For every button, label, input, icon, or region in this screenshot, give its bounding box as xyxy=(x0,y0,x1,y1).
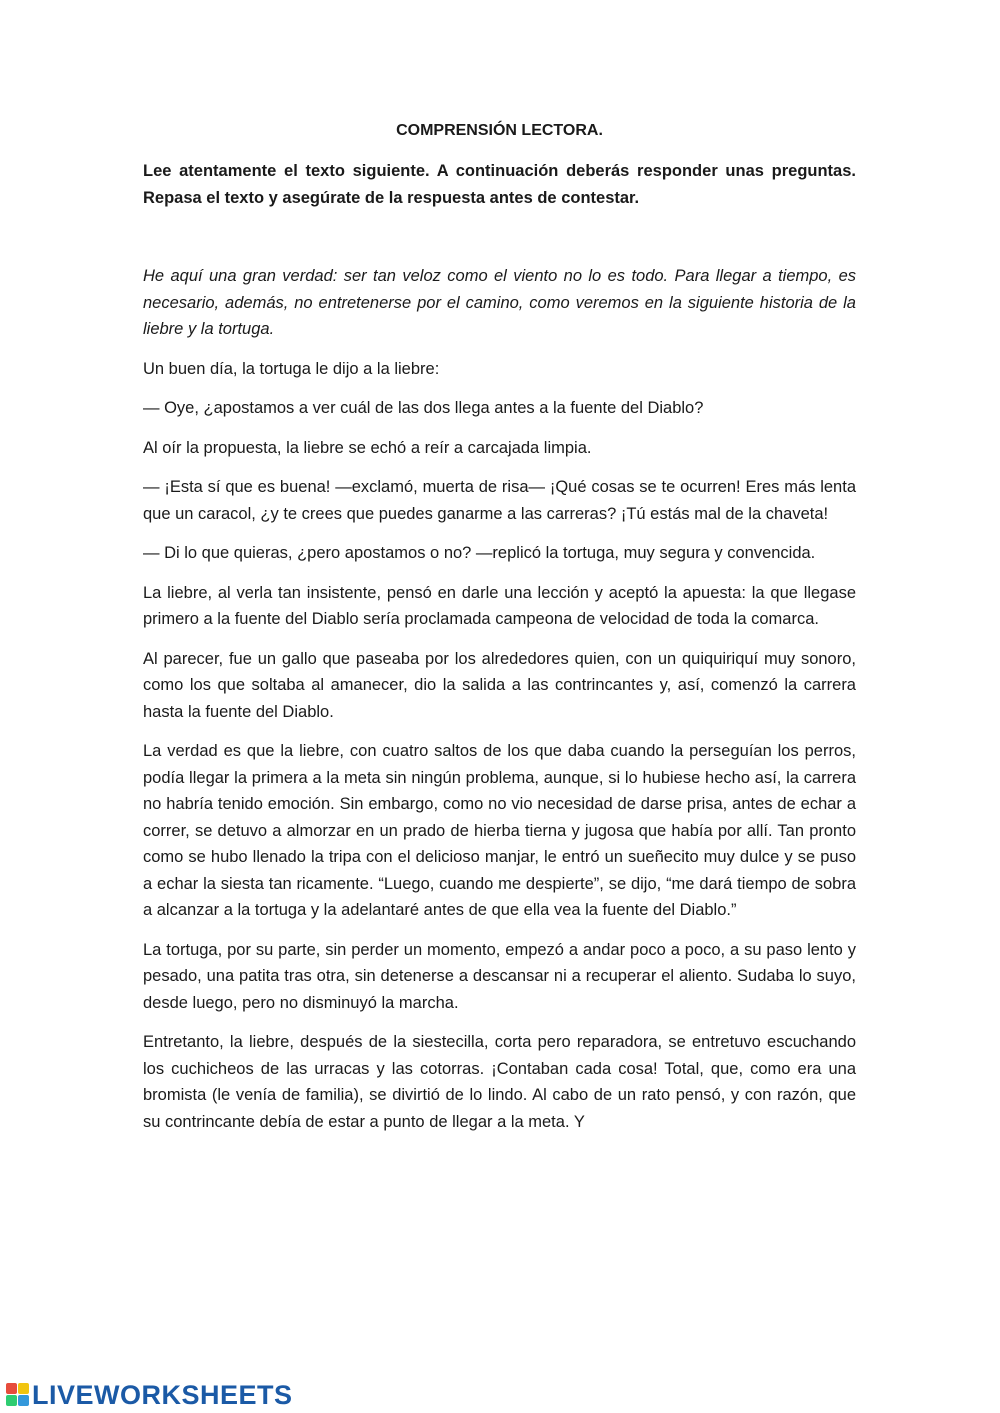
story-paragraph: Un buen día, la tortuga le dijo a la liebre: xyxy=(143,359,440,378)
liveworksheets-logo-icon xyxy=(6,1383,30,1407)
story-paragraph: La tortuga, por su parte, sin perder un momento, empezó a andar poco a poco, a su paso lento y pesado, una patita tras otra, sin detenerse a descansar ni a recuperar el aliento. Sudaba lo suyo, desde luego, pero no disminuyó la marcha. xyxy=(143,940,856,1012)
logo-text: LIVEWORKSHEETS xyxy=(32,1380,293,1410)
story-paragraph: Entretanto, la liebre, después de la siestecilla, corta pero reparadora, se entretuvo escuchando los cuchicheos de las urracas y las cotorras. ¡Contaban cada cosa! Total, que, como era una bromista (le venía de familia), se divirtió de lo lindo. Al cabo de un rato pensó, y con razón, que su contrincante debía de estar a punto de llegar a la meta. Y xyxy=(143,1033,856,1131)
story-paragraph: La verdad es que la liebre, con cuatro saltos de los que daba cuando la perseguían los perros, podía llegar la primera a la meta sin ningún problema, aunque, si lo hubiese hecho así, la carrera no habría tenido emoción. Sin embargo, como no vio necesidad de darse prisa, antes de echar a correr, se detuvo a almorzar en un prado de hierba tierna y jugosa que había por allí. Tan pronto como se hubo llenado la tripa con el delicioso manjar, le entró un sueñecito muy dulce y se puso a echar la siesta tan ricamente. “Luego, cuando me despierte”, se dijo, “me dará tiempo de sobra a alcanzar a la tortuga y la adelantaré antes de que ella vea la fuente del Diablo.” xyxy=(143,742,856,919)
story-paragraph: La liebre, al verla tan insistente, pensó en darle una lección y aceptó la apuesta: la que llegase primero a la fuente del Diablo sería proclamada campeona de velocidad de toda la comarca. xyxy=(143,583,856,628)
story-paragraph: Al oír la propuesta, la liebre se echó a reír a carcajada limpia. xyxy=(143,438,592,457)
story-text xyxy=(143,263,856,1148)
page-title: COMPRENSIÓN LECTORA. xyxy=(396,122,603,139)
instructions: Lee atentamente el texto siguiente. A continuación deberás responder unas preguntas. Repasa el texto y asegúrate de la respuesta antes de contestar. xyxy=(143,162,856,207)
story-paragraph: Al parecer, fue un gallo que paseaba por los alrededores quien, con un quiquiriquí muy sonoro, como los que soltaba al amanecer, dio la salida a las contrincantes y, así, comenzó la carrera hasta la fuente del Diablo. xyxy=(143,649,856,721)
story-paragraph: — ¡Esta sí que es buena! —exclamó, muerta de risa— ¡Qué cosas se te ocurren! Eres más lenta que un caracol, ¿y te crees que puedes ganarme a las carreras? ¡Tú estás mal de la chaveta! xyxy=(143,478,856,523)
story-paragraph: — Oye, ¿apostamos a ver cuál de las dos llega antes a la fuente del Diablo? xyxy=(143,399,704,417)
liveworksheets-logo[interactable] xyxy=(6,1380,293,1410)
story-paragraph-intro: He aquí una gran verdad: ser tan veloz como el viento no lo es todo. Para llegar a tiempo, es necesario, además, no entretenerse por el camino, como veremos en la siguiente historia de la liebre y la tortuga. xyxy=(143,267,856,338)
story-paragraph: — Di lo que quieras, ¿pero apostamos o no? —replicó la tortuga, muy segura y convencida. xyxy=(143,544,816,562)
